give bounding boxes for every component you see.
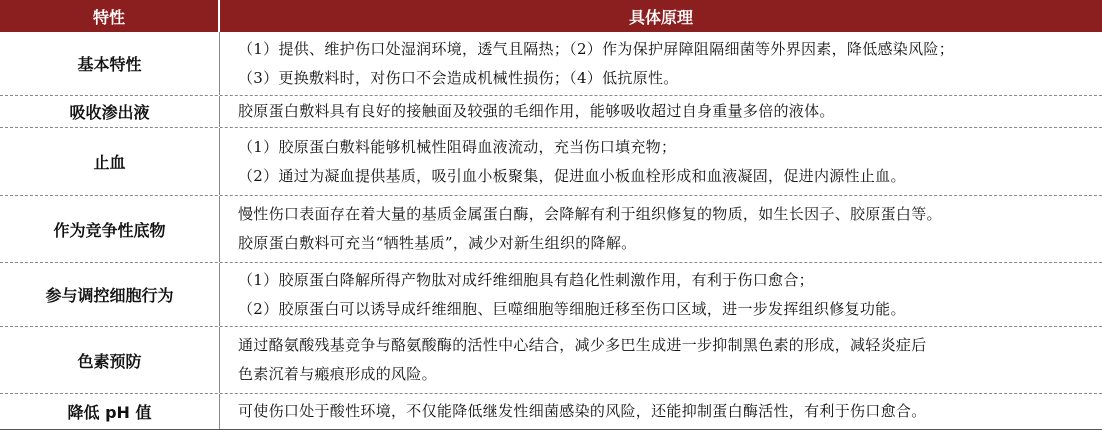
table-header xyxy=(0,0,1102,32)
property-name: 止血 xyxy=(0,128,220,195)
principle-text xyxy=(220,263,1102,326)
principle-line: （3）更换敷料时，对伤口不会造成机械性损伤；（4）低抗原性。 xyxy=(238,68,679,87)
table-row xyxy=(0,128,1102,196)
principle-line: 慢性伤口表面存在着大量的基质金属蛋白酶，会降解有利于组织修复的物质，如生长因子、胶原蛋白等。 xyxy=(238,205,942,223)
principle-line: （1）胶原蛋白敷料能够机械性阻碍血液流动，充当伤口填充物； xyxy=(238,137,677,156)
principle-line: 通过酪氨酸残基竞争与酪氨酸酶的活性中心结合，减少多巴生成进一步抑制黑色素的形成，减轻炎症后 xyxy=(238,336,927,354)
property-name: 参与调控细胞行为 xyxy=(0,263,220,326)
principle-text xyxy=(220,96,1102,127)
principle-text xyxy=(220,196,1102,262)
table-row xyxy=(0,327,1102,394)
principle-line: 胶原蛋白敷料具有良好的接触面及较强的毛细作用，能够吸收超过自身重量多倍的液体。 xyxy=(238,102,835,120)
property-name: 吸收渗出液 xyxy=(0,96,220,127)
property-name: 色素预防 xyxy=(0,327,220,393)
property-name: 基本特性 xyxy=(0,32,220,95)
header-col-property: 特性 xyxy=(0,0,220,32)
property-name: 作为竞争性底物 xyxy=(0,196,220,262)
table-row xyxy=(0,96,1102,128)
principle-line: 胶原蛋白敷料可充当“牺牲基质”，减少对新生组织的降解。 xyxy=(238,234,637,252)
principle-line: （1）提供、维护伤口处湿润环境，透气且隔热；（2）作为保护屏障阻隔细菌等外界因素，降低感染风险； xyxy=(238,39,954,58)
table-row xyxy=(0,32,1102,96)
header-col-principle: 具体原理 xyxy=(628,7,693,27)
table-row xyxy=(0,196,1102,263)
principle-text xyxy=(220,327,1102,393)
principle-line: （2）胶原蛋白可以诱导成纤维细胞、巨噬细胞等细胞迁移至伤口区域，进一步发挥组织修复功能。 xyxy=(238,299,906,318)
table-row xyxy=(0,263,1102,327)
principle-text xyxy=(220,394,1102,429)
principle-line: 可使伤口处于酸性环境，不仅能降低继发性细菌感染的风险，还能抑制蛋白酶活性，有利于伤口愈合。 xyxy=(238,402,927,420)
principle-text xyxy=(220,32,1102,95)
property-name: 降低 pH 值 xyxy=(0,394,220,429)
principle-line: （1）胶原蛋白降解所得产物肽对成纤维细胞具有趋化性刺激作用，有利于伤口愈合； xyxy=(238,270,814,289)
principle-text xyxy=(220,128,1102,195)
table-row xyxy=(0,394,1102,430)
principle-line: 色素沉着与瘢痕形成的风险。 xyxy=(238,365,437,383)
principle-line: （2）通过为凝血提供基质，吸引血小板聚集，促进血小板血栓形成和血液凝固，促进内源性止血。 xyxy=(238,166,906,185)
